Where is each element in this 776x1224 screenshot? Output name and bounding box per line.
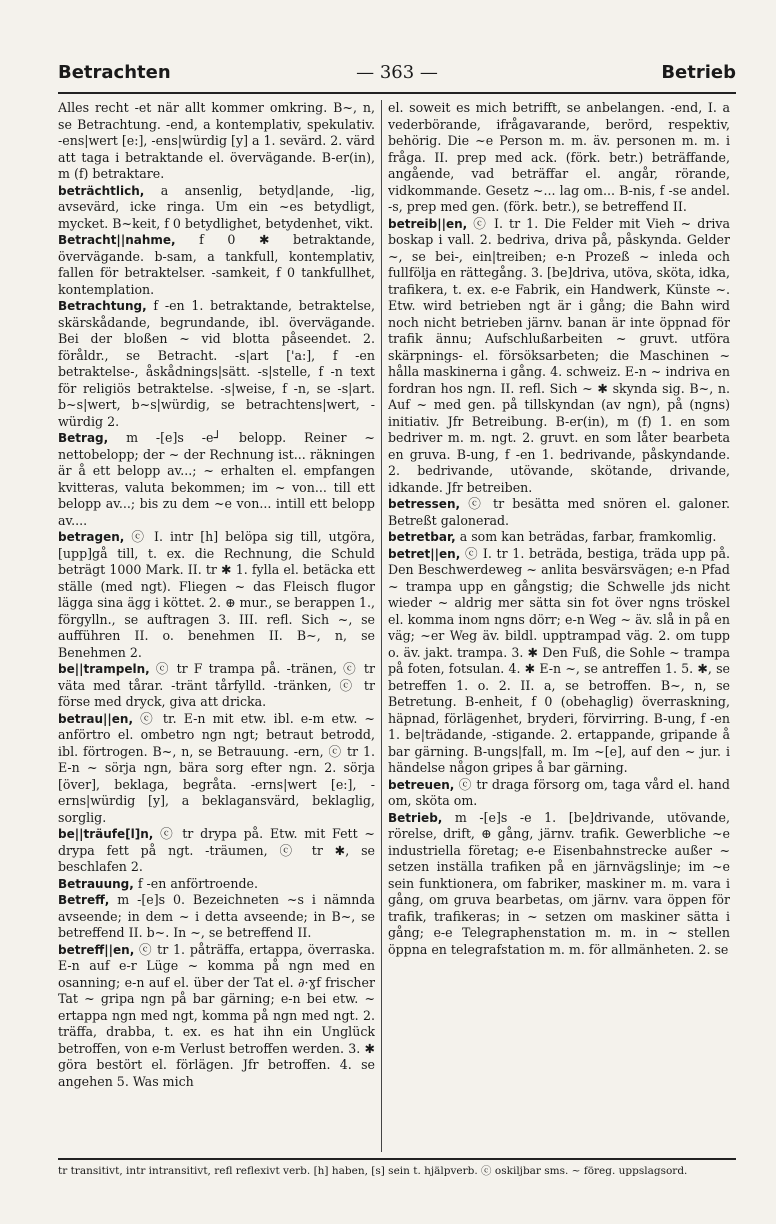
entry-headword: be||träufe[l]n, bbox=[58, 827, 154, 841]
entry-headword: Betrachtung, bbox=[58, 299, 147, 313]
dictionary-entry bbox=[58, 711, 375, 827]
entry-headword: betret||en, bbox=[388, 546, 461, 561]
entry-headword: betretbar, bbox=[388, 530, 456, 544]
dictionary-entry bbox=[58, 183, 375, 233]
dictionary-entry bbox=[58, 529, 375, 661]
entry-definition: ⓒ tr drypa på. Etw. mit Fett ~ drypa fett på ngt. -träumen, ⓒ tr ✱, se beschlafen 2. bbox=[58, 826, 375, 874]
entry-definition: ⓒ tr 1. påträffa, ertappa, överraska. E-n auf e-r Lüge ~ komma på ngn med en osanning; e-n auf el. über der Tat el. ∂·ɣf frischer Tat ~ gripa ngn på bar gärning; e-n bei etw. ~ ertappa ngn med ngt, komma på ngn med ngt. 2. träffa, drabba, t. ex. es hat ihn ein Unglück betroffen, von e-m Verlust betroffen werden. 3. ✱ göra bestört el. förlägen. Jfr betroffen. 4. se angehen 5. Was mich bbox=[58, 941, 375, 1089]
entry-definition: ⓒ I. tr 1. beträda, bestiga, träda upp på. Den Beschwerdeweg ~ anlita besvärsvägen; e-n Pfad ~ trampa upp en gångstig; die Schwelle jds nicht wieder ~ aldrig mer sätta sin fot över ngns tröskel el. komma inom ngns dörr; e-n Weg ~ äv. slå in på en väg; ~er Weg äv. bildl. upptrampad väg. 2. om tupp o. äv. jakt. trampa. 3. ✱ Den Fuß, die Sohle ~ trampa på foten, fotsulan. 4. ✱ E-n ~, se antreffen 1. 5. ✱, se betreffen 1. o. 2. II. a, se betroffen. B~, n, se Betretung. B-enheit, f 0 (obehaglig) överraskning, häpnad, förlägenhet, bryderi, förvirring. B-ung, f -en 1. be|trädande, -stigande. 2. ertappande, gripande å bar gärning. B-ungs|fall, m. Im ~[e], auf den ~ jur. i händelse någon gripes å bar gärning. bbox=[388, 545, 730, 775]
dictionary-entry bbox=[388, 100, 730, 216]
dictionary-entry bbox=[58, 430, 375, 529]
entry-headword: Betrag, bbox=[58, 431, 109, 445]
abbreviation-footer: tr transitivt, intr intransitivt, refl reflexivt verb. [h] haben, [s] sein t. hjälpverb. ⓒ oskiljbar sms. ~ föreg. uppslagsord. bbox=[58, 1165, 688, 1177]
right-column bbox=[388, 100, 730, 1150]
dictionary-entry bbox=[58, 100, 375, 183]
dictionary-entry bbox=[388, 546, 730, 777]
dictionary-entry bbox=[58, 661, 375, 711]
page-number: — 363 — bbox=[356, 62, 438, 83]
dictionary-entry bbox=[58, 826, 375, 876]
entry-definition: f 0 ✱ betraktande, övervägande. b-sam, a tankfull, kontemplativ, fallen för betraktelser. -samkeit, f 0 tankfullhet, kontemplation. bbox=[58, 232, 375, 297]
entry-headword: betreff||en, bbox=[58, 942, 135, 957]
entry-headword: Betreff, bbox=[58, 893, 110, 907]
entry-headword: betrau||en, bbox=[58, 711, 134, 726]
entry-definition: ⓒ tr F trampa på. -tränen, ⓒ tr väta med tårar. -tränt tårfylld. -tränken, ⓒ tr förse med dryck, giva att dricka. bbox=[58, 661, 375, 709]
entry-definition: m -[e]s 0. Bezeichneten ~s i nämnda avseende; in dem ~ i detta avseende; in B~, se betreffend II. b~. In ~, se betreffend II. bbox=[58, 892, 375, 940]
dictionary-entry bbox=[388, 496, 730, 529]
entry-definition: a ansenlig, betyd|ande, -lig, avsevärd, icke ringa. Um ein ~es betydligt, mycket. B~keit, f 0 betydlighet, betydenhet, vikt. bbox=[58, 182, 375, 231]
entry-headword: betreuen, bbox=[388, 777, 455, 792]
dictionary-entry bbox=[58, 942, 375, 1091]
entry-definition: el. soweit es mich betrifft, se anbelangen. -end, I. a vederbörande, ifrågavarande, berörd, respektiv, behörig. Die ~e Person m. m. äv. personen m. m. i fråga. II. prep med ack. (förk. betr.) beträffande, angående, vad beträffar el. angår, rörande, vidkommande. Gesetz ~... lag om... B-nis, f -se andel. -s, prep med gen. (förk. betr.), se betreffend II. bbox=[388, 100, 730, 214]
entry-headword: be||trampeln, bbox=[58, 662, 150, 676]
entry-headword: beträchtlich, bbox=[58, 183, 145, 198]
entry-definition: ⓒ tr draga försorg om, taga vård el. hand om, sköta om. bbox=[388, 776, 730, 808]
dictionary-entry bbox=[58, 298, 375, 430]
entry-headword: Betrauung, bbox=[58, 876, 134, 891]
entry-definition: m -[e]s -e┘ belopp. Reiner ~ nettobelopp; der ~ der Rechnung ist... räkningen är å ett belopp av...; ~ erhalten el. empfangen kvitteras, valuta bekommen; im ~ von... till ett belopp av...; bis zu dem ~e von... intill ett belopp av.... bbox=[58, 430, 375, 528]
left-column bbox=[58, 100, 375, 1150]
dictionary-entry bbox=[388, 810, 730, 959]
dictionary-entry bbox=[388, 216, 730, 497]
footer-rule bbox=[58, 1158, 736, 1160]
entry-definition: a som kan beträdas, farbar, framkomlig. bbox=[459, 529, 717, 544]
entry-definition: ⓒ I. tr 1. Die Felder mit Vieh ~ driva boskap i vall. 2. bedriva, driva på, påskynda. Gelder ~, se bei-, ein|treiben; e-n Prozeß ~ inleda och fullfölja en rättegång. 3. [be]driva, utöva, sköta, idka, trafikera, t. ex. e-e Fabrik, ein Handwerk, Künste ~. Etw. wird betrieben ngt är i gång; die Bahn wird noch nicht betrieben järnv. banan är inte öppnad för trafik ännu; Aufschlußarbeiten ~ gruvt. utföra skärpnings- el. försöksarbeten; die Maschinen ~ hålla maskinerna i gång. 4. schweiz. E-n ~ indriva en fordran hos ngn. II. refl. Sich ~ ✱ skynda sig. B~, n. Auf ~ med gen. på tillskyndan (av ngn), på (ngns) initiativ. Jfr Betreibung. B-er(in), m (f) 1. en som bedriver m. m. ngt. 2. gruvt. en som låter bearbeta en gruva. B-ung, f -en 1. bedrivande, påskyndande. 2. bedrivande, utövande, skötande, drivande, idkande. Jfr betreiben. bbox=[388, 215, 730, 495]
entry-definition: m -[e]s -e 1. [be]drivande, utövande, rörelse, drift, ⊕ gång, järnv. trafik. Gewerbliche ~e industriella företag; e-e Eisenbahnstrecke außer ~ setzen inställa trafiken på en järnvägslinje; im ~e sein funktionera, om fabriker, maskiner m. m. vara i gång, om gruva bearbetas, om järnv. vara öppen för trafik, trafikeras; in ~ setzen om maskiner sätta i gång; e-e Telegraphenstation m. m. in ~ stellen öppna en telegrafstation m. m. för allmänheten. 2. se bbox=[388, 809, 730, 957]
entry-headword: betreib||en, bbox=[388, 216, 468, 231]
column-divider bbox=[381, 100, 382, 1152]
entry-headword: Betracht||nahme, bbox=[58, 233, 176, 247]
entry-headword: betressen, bbox=[388, 497, 461, 511]
entry-definition: ⓒ tr besätta med snören el. galoner. Betreßt galonerad. bbox=[388, 496, 730, 528]
dictionary-entry bbox=[58, 876, 375, 893]
entry-headword: Betrieb, bbox=[388, 810, 443, 825]
entry-definition: ⓒ tr. E-n mit etw. ibl. e-m etw. ~ anförtro el. ombetro ngn ngt; betraut betrodd, ibl. förtrogen. B~, n, se Betrauung. -ern, ⓒ tr 1. E-n ~ sörja ngn, bära sorg efter ngn. 2. sörja [över], beklaga, begråta. -erns|wert [e:], -erns|würdig [y], a beklagansvärd, beklaglig, sorglig. bbox=[58, 710, 375, 825]
dictionary-entry bbox=[388, 529, 730, 546]
header-first-word: Betrachten bbox=[58, 62, 171, 83]
dictionary-entry bbox=[58, 232, 375, 298]
entry-headword: betragen, bbox=[58, 530, 125, 544]
entry-definition: f -en 1. betraktande, betraktelse, skärskådande, begrundande, ibl. övervägande. Bei der bloßen ~ vid blotta påseendet. 2. föråldr., se Betracht. -s|art ['a:], f -en betraktelse-, åskådnings|sätt. -s|stelle, f -n text för religiös betraktelse. -s|weise, f -n, se -s|art. b~s|wert, b~s|würdig, se betrachtens|wert, -würdig 2. bbox=[58, 298, 375, 429]
dictionary-entry bbox=[388, 777, 730, 810]
page-header bbox=[58, 62, 736, 92]
dictionary-entry bbox=[58, 892, 375, 942]
header-rule bbox=[58, 92, 736, 94]
entry-definition: ⓒ I. intr [h] belöpa sig till, utgöra, [upp]gå till, t. ex. die Rechnung, die Schuld beträgt 1000 Mark. II. tr ✱ 1. fylla el. betäcka ett ställe (med ngt). Fliegen ~ das Fleisch flugor lägga sina ägg i köttet. 2. ⊕ mur., se berappen 1., förgylln., se auftragen 3. III. refl. Sich ~, se aufführen II. o. benehmen II. B~, n, se Benehmen 2. bbox=[58, 529, 375, 660]
entry-definition: f -en anförtroende. bbox=[137, 875, 258, 891]
header-last-word: Betrieb bbox=[661, 62, 736, 83]
entry-definition: Alles recht -et när allt kommer omkring. B~, n, se Betrachtung. -end, a kontemplativ, spekulativ. -ens|wert [e:], -ens|würdig [y] a 1. sevärd. 2. värd att taga i betraktande el. övervägande. B-er(in), m (f) betraktare. bbox=[58, 100, 375, 181]
